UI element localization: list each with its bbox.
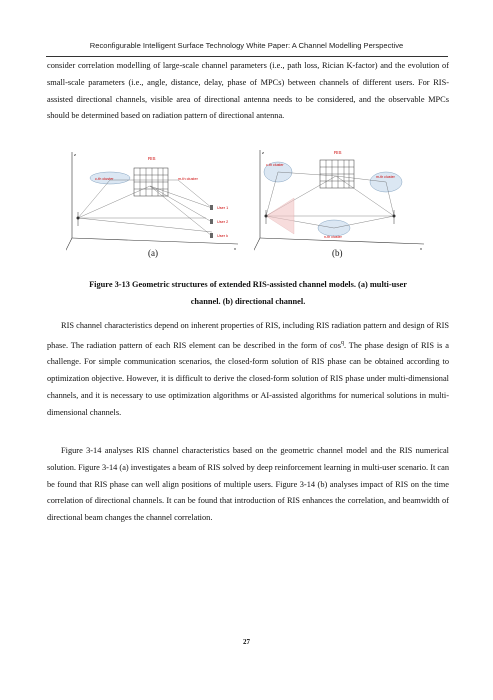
paragraph-2-start: RIS channel characteristics depend on inherent properties of RIS, including RIS radiation pattern and design of RIS phase. The radiation pattern of each RIS element can be described in the form of	[47, 321, 449, 350]
user-1-label: User 1	[217, 206, 229, 210]
ris-grid	[134, 168, 168, 196]
cos-term: cos	[329, 340, 341, 350]
paragraph-3-text: Figure 3-14 analyses RIS channel characteristics based on the geometric channel model and the RIS numerical solution. Figure 3-14 (a) investigates a beam of RIS solved by deep reinforcement learning in multi-user scenario. It can be found that RIS phase can well align positions of multiple users. Figure 3-14 (b) analyses impact of RIS on the time correlation of directional channels. It can be found that introduction of RIS enhances the correlation, and beamwidth of directional beam changes the channel correlation.	[47, 446, 449, 523]
cluster-n-label: n-th cluster	[324, 235, 342, 239]
axis-z-label: z	[74, 152, 76, 157]
axis-z-label: z	[262, 150, 264, 155]
user-k-label: User k	[217, 234, 228, 238]
paragraph-1: consider correlation modelling of large-scale channel parameters (i.e., path loss, Rician K-factor) and the evolution of small-scale parameters (i.e., angle, distance, delay, phase of MPCs) between channels of different users. For RIS-assisted directional channels, visible area of directional antenna needs to be considered, and the observable MPCs should be determined based on radiation pattern of directional antenna.	[47, 61, 449, 121]
user-2-label: User 2	[217, 220, 229, 224]
caption-line-2: channel. (b) directional channel.	[190, 297, 306, 306]
axis-x-label: x	[420, 246, 422, 251]
cluster-c-label: c-th cluster	[266, 163, 284, 167]
subfigure-a-label: (a)	[148, 248, 158, 258]
ris-grid	[320, 160, 354, 188]
ris-label: RIS	[334, 150, 342, 155]
cluster-m-label: m-th cluster	[178, 177, 198, 181]
page-number: 27	[243, 638, 250, 646]
running-header: Reconfigurable Intelligent Surface Technology White Paper: A Channel Modelling Perspective	[89, 41, 404, 50]
paragraph-2	[47, 318, 449, 422]
paragraph-3	[47, 443, 449, 527]
transmitter-antenna	[77, 212, 80, 226]
cluster-m-label: m-th cluster	[376, 175, 395, 179]
header-rule	[46, 56, 448, 57]
cos-exponent: q	[340, 339, 344, 346]
directional-beam	[266, 198, 294, 234]
subfigure-b-label: (b)	[332, 248, 343, 258]
axis-x-label: x	[234, 246, 236, 251]
user-devices	[210, 205, 213, 238]
ray-lines	[78, 180, 212, 236]
cluster-c-label: c-th cluster	[95, 177, 114, 181]
paragraph-2-rest: . The phase design of RIS is a challenge. For simple communication scenarios, the closed-form solution of RIS phase can be obtained according to optimization objective. However, it is difficult to derive the closed-form solution of RIS phase under multi-dimensional channels, and it is necessary to use optimization algorithms or AI-assisted algorithms for numerical solutions in multi-dimensional channels.	[47, 340, 449, 417]
ris-label: RIS	[148, 156, 156, 161]
caption-line-1: Figure 3-13 Geometric structures of extended RIS-assisted channel models. (a) multi-user	[89, 280, 407, 289]
figure-caption	[47, 276, 449, 310]
